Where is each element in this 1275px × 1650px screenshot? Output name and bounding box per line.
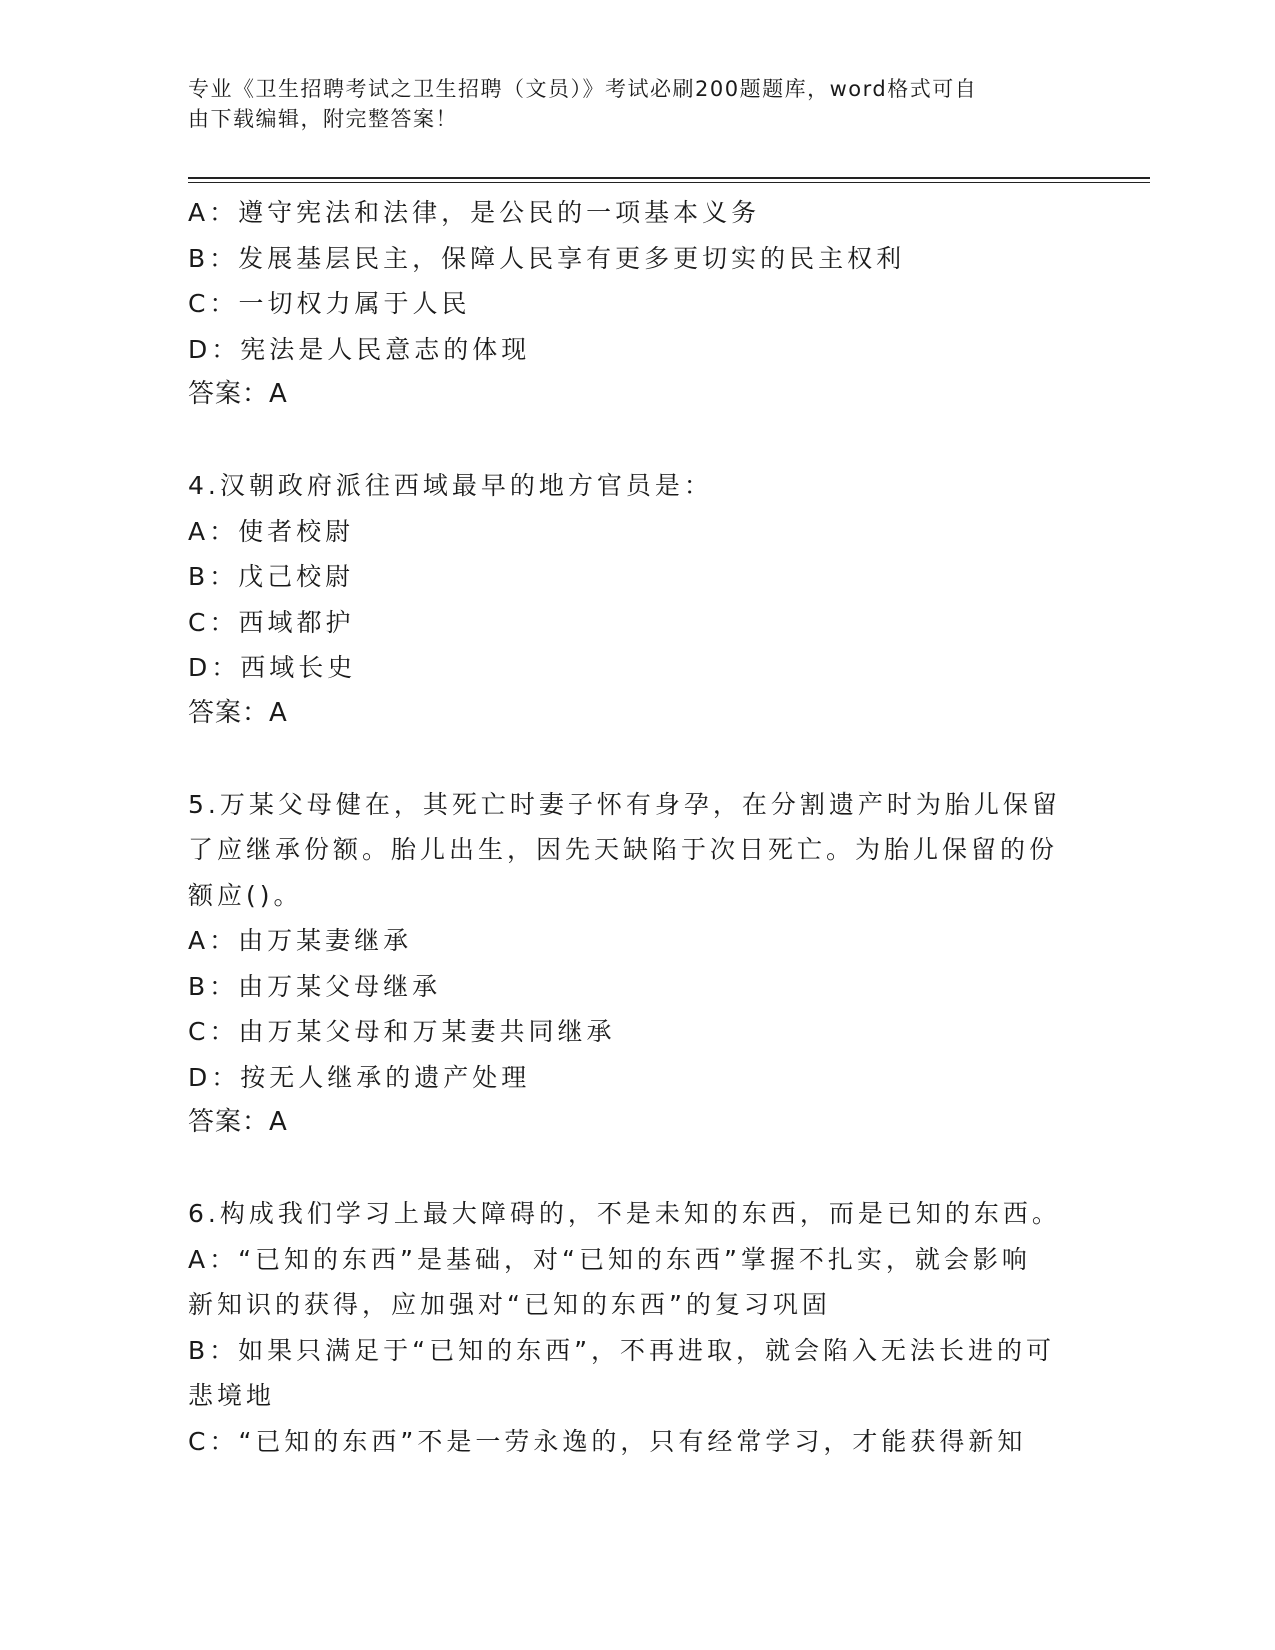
- option-c: C：由万某父母和万某妻共同继承: [188, 1017, 616, 1046]
- option-b: B：由万某父母继承: [188, 971, 442, 1001]
- answer: 答案：A: [188, 1107, 288, 1137]
- question-4: [188, 463, 1088, 736]
- option-a: A：由万某妻继承: [188, 926, 413, 955]
- option-b: B：戊己校尉: [188, 562, 355, 591]
- option-d: D：西域长史: [188, 653, 357, 682]
- header-divider-thin: [188, 182, 1150, 183]
- question-6: [188, 1191, 1088, 1464]
- question-stem: 5.万某父母健在，其死亡时妻子怀有身孕，在分割遗产时为胎儿保留: [188, 789, 1061, 819]
- option-c: C：一切权力属于人民: [188, 289, 471, 318]
- option-c: C：西域都护: [188, 607, 355, 637]
- option-b: B：如果只满足于“已知的东西”，不再进取，就会陷入无法长进的可: [188, 1335, 1056, 1365]
- option-a-continued: 新知识的获得，应加强对“已知的东西”的复习巩固: [188, 1290, 831, 1319]
- header-line-2: 由下载编辑，附完整答案！: [188, 107, 458, 131]
- question-stem: 额应()。: [188, 880, 303, 910]
- question-5: [188, 782, 1088, 1146]
- question-list: [188, 190, 1088, 1464]
- header-line-1: 专业《卫生招聘考试之卫生招聘（文员）》考试必刷200题题库，word格式可自: [188, 77, 978, 101]
- option-b-continued: 悲境地: [188, 1381, 276, 1410]
- option-b: B：发展基层民主，保障人民享有更多更切实的民主权利: [188, 243, 906, 273]
- option-a: A：使者校尉: [188, 516, 355, 546]
- question-stem: 6.构成我们学习上最大障碍的，不是未知的东西，而是已知的东西。: [188, 1199, 1061, 1228]
- question-stem: 4.汉朝政府派往西域最早的地方官员是：: [188, 471, 713, 500]
- option-a: A：“已知的东西”是基础，对“已知的东西”掌握不扎实，就会影响: [188, 1244, 1031, 1274]
- option-d: D：按无人继承的遗产处理: [188, 1062, 531, 1092]
- header-divider-thick: [188, 177, 1150, 179]
- question-stem: 了应继承份额。胎儿出生，因先天缺陷于次日死亡。为胎儿保留的份: [188, 835, 1059, 864]
- document-header: [188, 74, 1068, 134]
- option-d: D：宪法是人民意志的体现: [188, 334, 531, 364]
- option-a: A：遵守宪法和法律，是公民的一项基本义务: [188, 198, 761, 227]
- answer: 答案：A: [188, 697, 288, 728]
- spacer: [188, 736, 1088, 782]
- spacer: [188, 418, 1088, 464]
- question-3: [188, 190, 1088, 418]
- option-c: C：“已知的东西”不是一劳永逸的，只有经常学习，才能获得新知: [188, 1426, 1027, 1456]
- spacer: [188, 1146, 1088, 1192]
- answer: 答案：A: [188, 379, 288, 409]
